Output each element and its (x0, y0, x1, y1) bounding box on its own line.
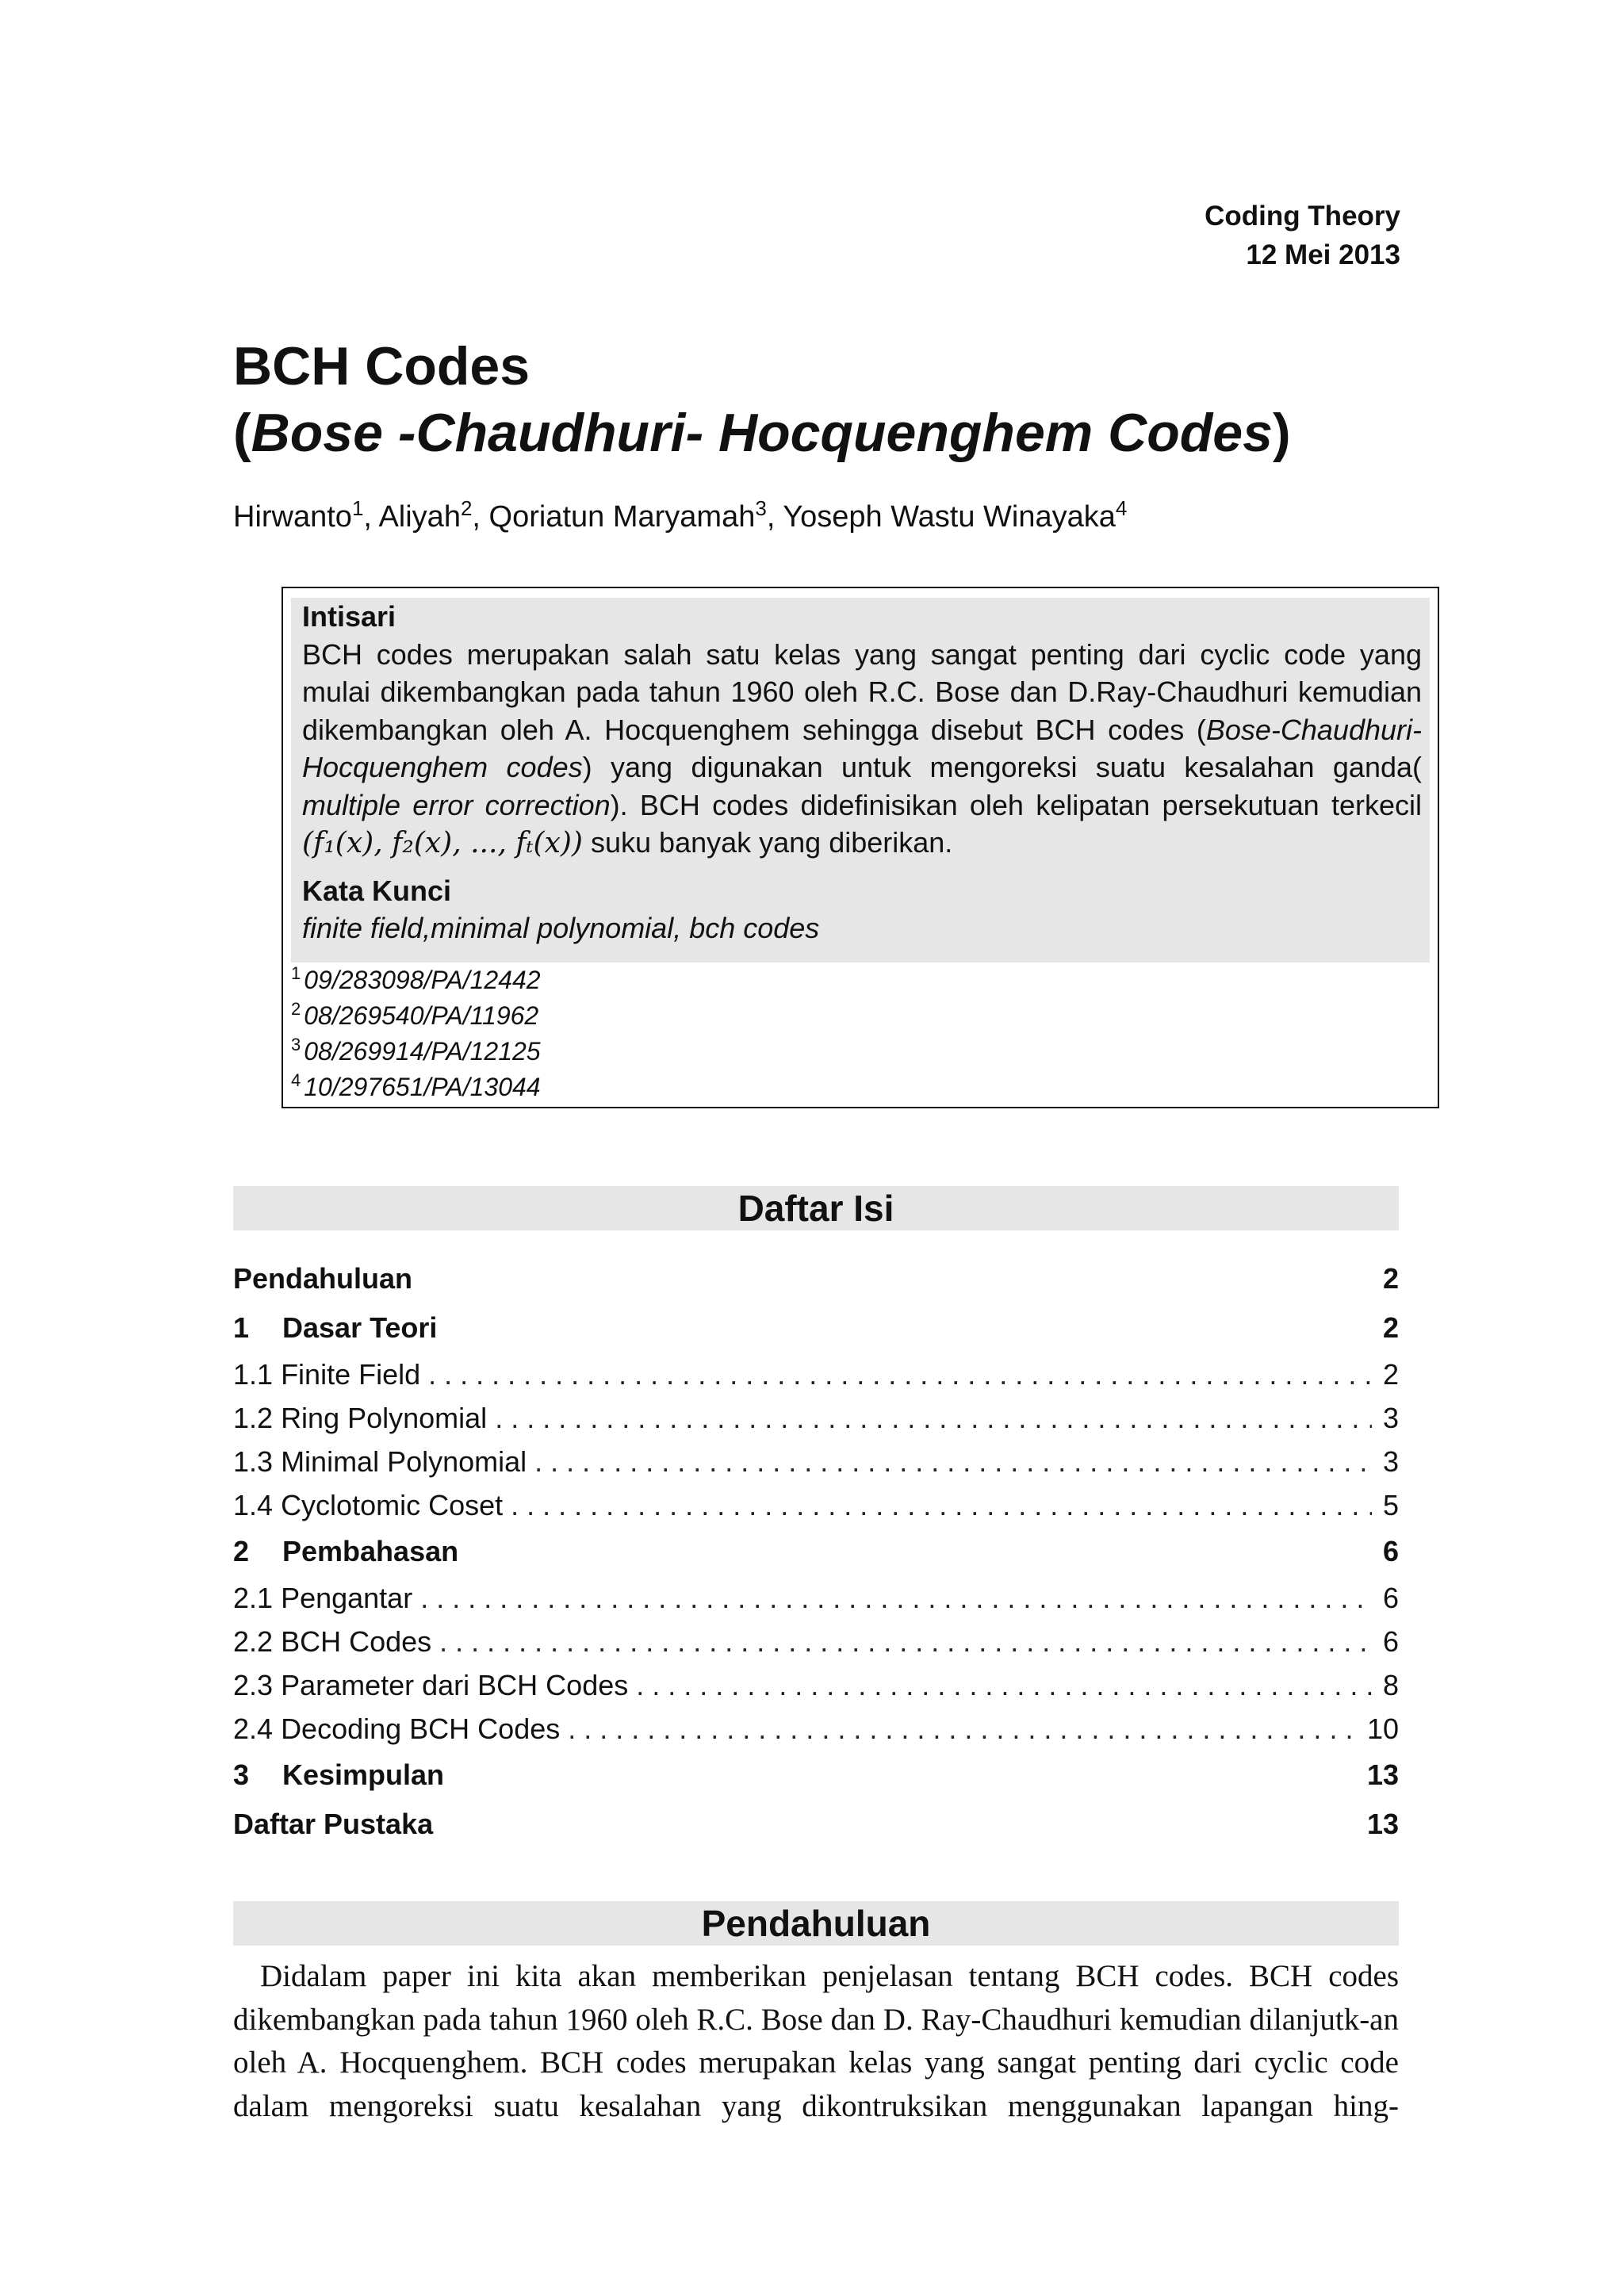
toc-entry-number: 3 (233, 1758, 250, 1791)
toc-entry-label: Minimal Polynomial (281, 1445, 527, 1478)
footnote-text: 08/269540/PA/11962 (304, 1001, 539, 1030)
author-mark: 3 (755, 496, 767, 520)
abstract-label: Intisari (302, 600, 396, 633)
table-of-contents (233, 1254, 1399, 1849)
toc-entry-page: 2 (1382, 1358, 1399, 1391)
paper-date: 12 Mei 2013 (1246, 239, 1400, 270)
author-name: Yoseph Wastu Winayaka (783, 500, 1116, 534)
toc-leader (495, 1396, 1372, 1440)
abstract-text-part: ). BCH codes didefinisikan oleh kelipatan persekutuan terkecil (610, 788, 1422, 821)
toc-entry-page: 3 (1382, 1402, 1399, 1434)
subtitle-italic: Bose -Chaudhuri- Hocquenghem Codes (251, 403, 1273, 463)
toc-entry-number: 2.3 (233, 1669, 274, 1701)
author-list: Hirwanto$^1$, Aliyah$^2$, Qoriatun Maryamah$^3$, Yoseph Wastu Winayaka$^4$ (233, 496, 1128, 534)
toc-leader (420, 1576, 1372, 1620)
toc-entry-label: Pembahasan (282, 1535, 459, 1567)
abstract-text-italic: Bose-Chaudhuri-Hocquenghem codes (302, 713, 1422, 783)
toc-entry[interactable] (233, 1396, 1399, 1440)
footnote-mark: 4 (291, 1070, 301, 1090)
abstract-box (282, 587, 1439, 1108)
keywords-text: finite field,minimal polynomial, bch codes (302, 912, 820, 944)
paper-subtitle (233, 400, 1399, 466)
author-mark: 2 (460, 496, 473, 520)
toc-heading: Daftar Isi (233, 1186, 1399, 1230)
title-block (233, 333, 1399, 466)
toc-leader (428, 1353, 1372, 1396)
footnote-text: 08/269914/PA/12125 (304, 1037, 541, 1066)
toc-entry[interactable] (233, 1663, 1399, 1707)
subtitle-close-paren: ) (1272, 403, 1291, 463)
toc-entry-number: 1 (233, 1311, 250, 1344)
abstract-content (291, 598, 1430, 947)
toc-entry-label: BCH Codes (281, 1625, 432, 1658)
toc-entry-page: 2 (1382, 1262, 1399, 1295)
toc-entry-label: Pendahuluan (233, 1262, 413, 1295)
toc-entry-label: Cyclotomic Coset (281, 1489, 504, 1521)
toc-entry-number: 1.2 (233, 1402, 274, 1434)
toc-entry[interactable] (233, 1707, 1399, 1751)
toc-entry-label: Ring Polynomial (281, 1402, 488, 1434)
toc-entry-number: 1.4 (233, 1489, 274, 1521)
subtitle-open-paren: ( (233, 403, 251, 463)
author-mark: 1 (351, 496, 364, 520)
student-id-footnotes (291, 962, 541, 1105)
toc-entry-label: Kesimpulan (282, 1758, 445, 1791)
course-name: Coding Theory (1205, 201, 1400, 232)
toc-entry-page: 13 (1366, 1758, 1399, 1791)
toc-entry-page: 5 (1382, 1489, 1399, 1521)
author-name: Qoriatun Maryamah (488, 500, 756, 534)
toc-entry-number: 2.1 (233, 1582, 274, 1614)
author-mark: 4 (1115, 496, 1128, 520)
footnote (291, 962, 541, 998)
toc-entry-number: 2 (233, 1535, 250, 1567)
toc-entry-page: 13 (1366, 1808, 1399, 1840)
footnote-text: 10/297651/PA/13044 (304, 1073, 541, 1101)
toc-leader (636, 1663, 1372, 1707)
toc-entry[interactable] (233, 1483, 1399, 1527)
toc-entry[interactable] (233, 1353, 1399, 1396)
footnote-text: 09/283098/PA/12442 (304, 966, 541, 994)
toc-leader (511, 1483, 1372, 1527)
intro-paragraph: Didalam paper ini kita akan memberikan penjelasan tentang BCH codes. BCH codes dikembangkan pada tahun 1960 oleh R.C. Bose dan D. Ray-Chaudhuri kemudian dilanjutk-an oleh A. Hocquenghem. BCH codes merupakan kelas yang sangat penting dari cyclic code dalam mengoreksi suatu kesalahan yang dikontruksikan menggunakan lapangan hing- (233, 1959, 1399, 2123)
footnote-mark: 3 (291, 1035, 301, 1054)
toc-entry-number: 1.3 (233, 1445, 274, 1478)
abstract-text (302, 636, 1422, 863)
toc-entry-page: 6 (1382, 1582, 1399, 1614)
toc-entry-page: 3 (1382, 1445, 1399, 1478)
author-name: Aliyah (378, 500, 461, 534)
intro-heading: Pendahuluan (233, 1901, 1399, 1946)
keywords-label: Kata Kunci (302, 874, 452, 907)
toc-entry[interactable] (233, 1751, 1399, 1800)
footnote-mark: 1 (291, 963, 301, 983)
toc-entry[interactable] (233, 1800, 1399, 1849)
header-meta (1205, 197, 1400, 274)
toc-leader (568, 1707, 1356, 1751)
toc-entry-number: 2.2 (233, 1625, 274, 1658)
footnote (291, 998, 541, 1034)
author-name: Hirwanto (233, 500, 352, 534)
toc-leader (439, 1620, 1372, 1663)
toc-entry-page: 2 (1382, 1311, 1399, 1344)
abstract-text-italic: multiple error correction (302, 788, 611, 821)
toc-entry-page: 10 (1366, 1712, 1399, 1745)
toc-entry-label: Dasar Teori (282, 1311, 438, 1344)
toc-entry-number: 2.4 (233, 1712, 274, 1745)
toc-entry-label: Finite Field (281, 1358, 421, 1391)
footnote-mark: 2 (291, 999, 301, 1019)
toc-entry[interactable] (233, 1440, 1399, 1483)
abstract-text-part: ) yang digunakan untuk mengoreksi suatu kesalahan ganda( (582, 751, 1422, 783)
abstract-text-part: BCH codes merupakan salah satu kelas yang sangat penting dari cyclic code yang mulai dikembangkan pada tahun 1960 oleh R.C. Bose dan D.Ray-Chaudhuri kemudian dikembangkan oleh A. Hocquenghem sehingga disebut BCH codes ( (302, 637, 1422, 746)
abstract-math: (f₁(x), f₂(x), ..., fₜ(x)) (302, 827, 583, 859)
toc-entry-label: Decoding BCH Codes (281, 1712, 561, 1745)
paper-title: BCH Codes (233, 336, 530, 396)
toc-entry-page: 6 (1382, 1625, 1399, 1658)
toc-leader (534, 1440, 1372, 1483)
toc-entry-label: Parameter dari BCH Codes (281, 1669, 629, 1701)
toc-entry[interactable] (233, 1254, 1399, 1303)
footnote (291, 1070, 541, 1105)
toc-entry[interactable] (233, 1527, 1399, 1576)
footnote (291, 1034, 541, 1070)
abstract-text-part: suku banyak yang diberikan. (591, 826, 953, 859)
toc-entry-page: 6 (1382, 1535, 1399, 1567)
toc-entry-label: Pengantar (281, 1582, 413, 1614)
toc-entry-label: Daftar Pustaka (233, 1808, 434, 1840)
toc-entry[interactable] (233, 1303, 1399, 1353)
toc-entry[interactable] (233, 1576, 1399, 1620)
toc-entry-page: 8 (1382, 1669, 1399, 1701)
toc-entry[interactable] (233, 1620, 1399, 1663)
toc-entry-number: 1.1 (233, 1358, 274, 1391)
